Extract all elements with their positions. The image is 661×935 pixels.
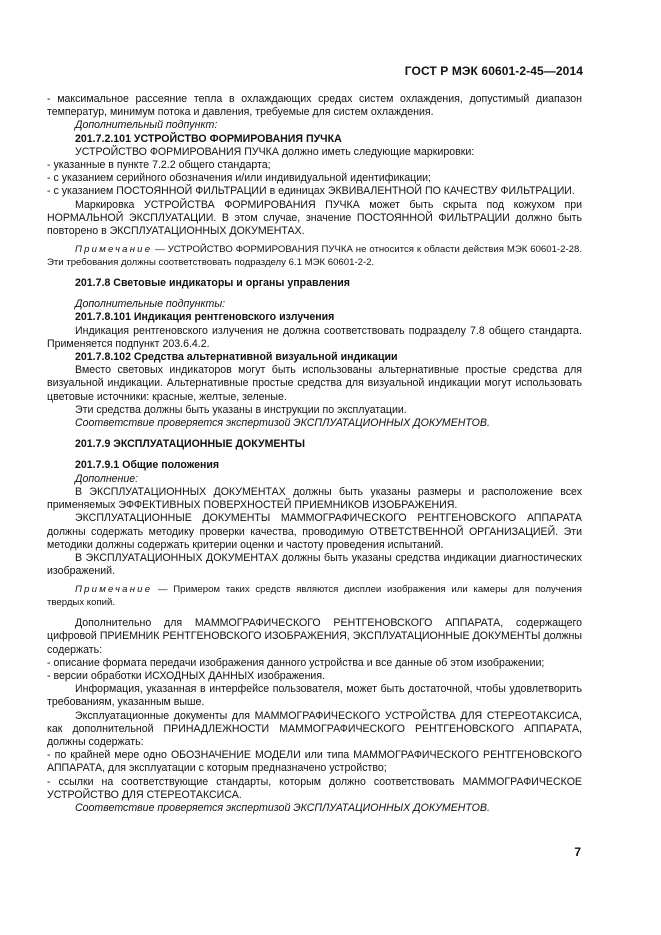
- subclause-heading-201-7-9: 201.7.9 ЭКСПЛУАТАЦИОННЫЕ ДОКУМЕНТЫ: [75, 438, 305, 451]
- subclause-heading-201-7-8-101: 201.7.8.101 Индикация рентгеновского излучения: [75, 311, 335, 324]
- list-item: - с указанием серийного обозначения и/или индивидуальной идентификации;: [47, 172, 432, 185]
- list-item: - указанные в пункте 7.2.2 общего стандарта;: [47, 159, 271, 172]
- list-item: - ссылки на соответствующие стандарты, которым должно соответствовать МАММОГРАФИЧЕСКОЕ УСТРОЙСТВО ДЛЯ СТЕРЕОТАКСИСА.: [47, 775, 582, 801]
- subclause-heading-201-7-9-1: 201.7.9.1 Общие положения: [75, 459, 220, 472]
- addition-label: Дополнение:: [75, 472, 139, 485]
- list-item: - по крайней мере одно ОБОЗНАЧЕНИЕ МОДЕЛИ или типа МАММОГРАФИЧЕСКОГО РЕНТГЕНОВСКОГО АППАРАТА, для эксплуатации с которым предназначено устройство;: [47, 749, 582, 775]
- paragraph: В ЭКСПЛУАТАЦИОННЫХ ДОКУМЕНТАХ должны быть указаны средства индикации диагностических изображений.: [47, 551, 582, 578]
- subclause-heading-201-7-8: 201.7.8 Световые индикаторы и органы управления: [75, 277, 350, 290]
- paragraph: УСТРОЙСТВО ФОРМИРОВАНИЯ ПУЧКА должно иметь следующие маркировки:: [75, 145, 475, 158]
- note-text: — Примером таких средств являются дисплеи изображения или камеры для получения твердых копий.: [47, 584, 582, 608]
- cooling-requirements-item: - максимальное рассеяние тепла в охлаждающих средах систем охлаждения, допустимый диапазон температур, минимум потока и давления, требуемые для систем охлаждения.: [47, 93, 582, 119]
- subclause-heading-201-7-2-101: 201.7.2.101 УСТРОЙСТВО ФОРМИРОВАНИЯ ПУЧКА: [75, 132, 342, 145]
- paragraph: ЭКСПЛУАТАЦИОННЫЕ ДОКУМЕНТЫ МАММОГРАФИЧЕСКОГО РЕНТГЕНОВСКОГО АППАРАТА должны содержать методику проверки качества, проводимую ОТВЕТСТВЕННОЙ ОРГАНИЗАЦИЕЙ. Эти методики должны содержать критерии оценки и частоту проведения испытаний.: [47, 512, 582, 551]
- list-item: - описание формата передачи изображения данного устройства и все данные об этом изображении;: [47, 656, 545, 669]
- page-number: 7: [574, 845, 581, 859]
- paragraph: Вместо световых индикаторов могут быть использованы альтернативные простые средства для визуальной индикации. Альтернативные простые средства для визуальной индикации могут использовать цветовые источники: красные, желтые, зеленые.: [47, 364, 582, 403]
- compliance-check: Соответствие проверяется экспертизой ЭКСПЛУАТАЦИОННЫХ ДОКУМЕНТОВ.: [75, 417, 490, 430]
- note-label: Примечание: [75, 584, 153, 596]
- subclause-heading-201-7-8-102: 201.7.8.102 Средства альтернативной визуальной индикации: [75, 351, 398, 364]
- paragraph: Информация, указанная в интерфейсе пользователя, может быть достаточной, чтобы удовлетворить требованиям, указанным выше.: [47, 683, 582, 709]
- note: [47, 584, 582, 609]
- list-item: - с указанием ПОСТОЯННОЙ ФИЛЬТРАЦИИ в единицах ЭКВИВАЛЕНТНОЙ ПО КАЧЕСТВУ ФИЛЬТРАЦИИ.: [47, 185, 575, 198]
- note-label: Примечание: [75, 244, 153, 256]
- note-text: — УСТРОЙСТВО ФОРМИРОВАНИЯ ПУЧКА не относится к области действия МЭК 60601-2-28. Эти требования должны соответствовать подразделу 6.1 МЭК 60601-2-2.: [47, 244, 582, 268]
- paragraph: Эксплуатационные документы для МАММОГРАФИЧЕСКОГО УСТРОЙСТВА ДЛЯ СТЕРЕОТАКСИСА, как дополнительной ПРИНАДЛЕЖНОСТИ МАММОГРАФИЧЕСКОГО РЕНТГЕНОВСКОГО АППАРАТА, должны содержать:: [47, 709, 582, 748]
- paragraph: Эти средства должны быть указаны в инструкции по эксплуатации.: [75, 403, 407, 416]
- document-body: [47, 93, 582, 815]
- note: [47, 244, 582, 269]
- compliance-check: Соответствие проверяется экспертизой ЭКСПЛУАТАЦИОННЫХ ДОКУМЕНТОВ.: [75, 801, 490, 814]
- list-item: - версии обработки ИСХОДНЫХ ДАННЫХ изображения.: [47, 669, 326, 682]
- additional-subclauses-label: Дополнительные подпункты:: [75, 298, 226, 311]
- paragraph: В ЭКСПЛУАТАЦИОННЫХ ДОКУМЕНТАХ должны быть указаны размеры и расположение всех применяемых ЭФФЕКТИВНЫХ ПОВЕРХНОСТЕЙ ПРИЕМНИКОВ ИЗОБРАЖЕНИЯ.: [47, 485, 582, 512]
- standard-header: ГОСТ Р МЭК 60601-2-45—2014: [404, 64, 583, 78]
- additional-subclause-label: Дополнительный подпункт:: [75, 119, 218, 132]
- paragraph: Индикация рентгеновского излучения не должна соответствовать подразделу 7.8 общего стандарта. Применяется подпункт 203.6.4.2.: [47, 324, 582, 350]
- paragraph: Маркировка УСТРОЙСТВА ФОРМИРОВАНИЯ ПУЧКА может быть скрыта под кожухом при НОРМАЛЬНОЙ ЭКСПЛУАТАЦИИ. В этом случае, значение ПОСТОЯННОЙ ФИЛЬТРАЦИИ должно быть повторено в ЭКСПЛУАТАЦИОННЫХ ДОКУМЕНТАХ.: [47, 198, 582, 238]
- paragraph: Дополнительно для МАММОГРАФИЧЕСКОГО РЕНТГЕНОВСКОГО АППАРАТА, содержащего цифровой ПРИЕМНИК РЕНТГЕНОВСКОГО ИЗОБРАЖЕНИЯ, ЭКСПЛУАТАЦИОННЫЕ ДОКУМЕНТЫ должны содержать:: [47, 617, 582, 656]
